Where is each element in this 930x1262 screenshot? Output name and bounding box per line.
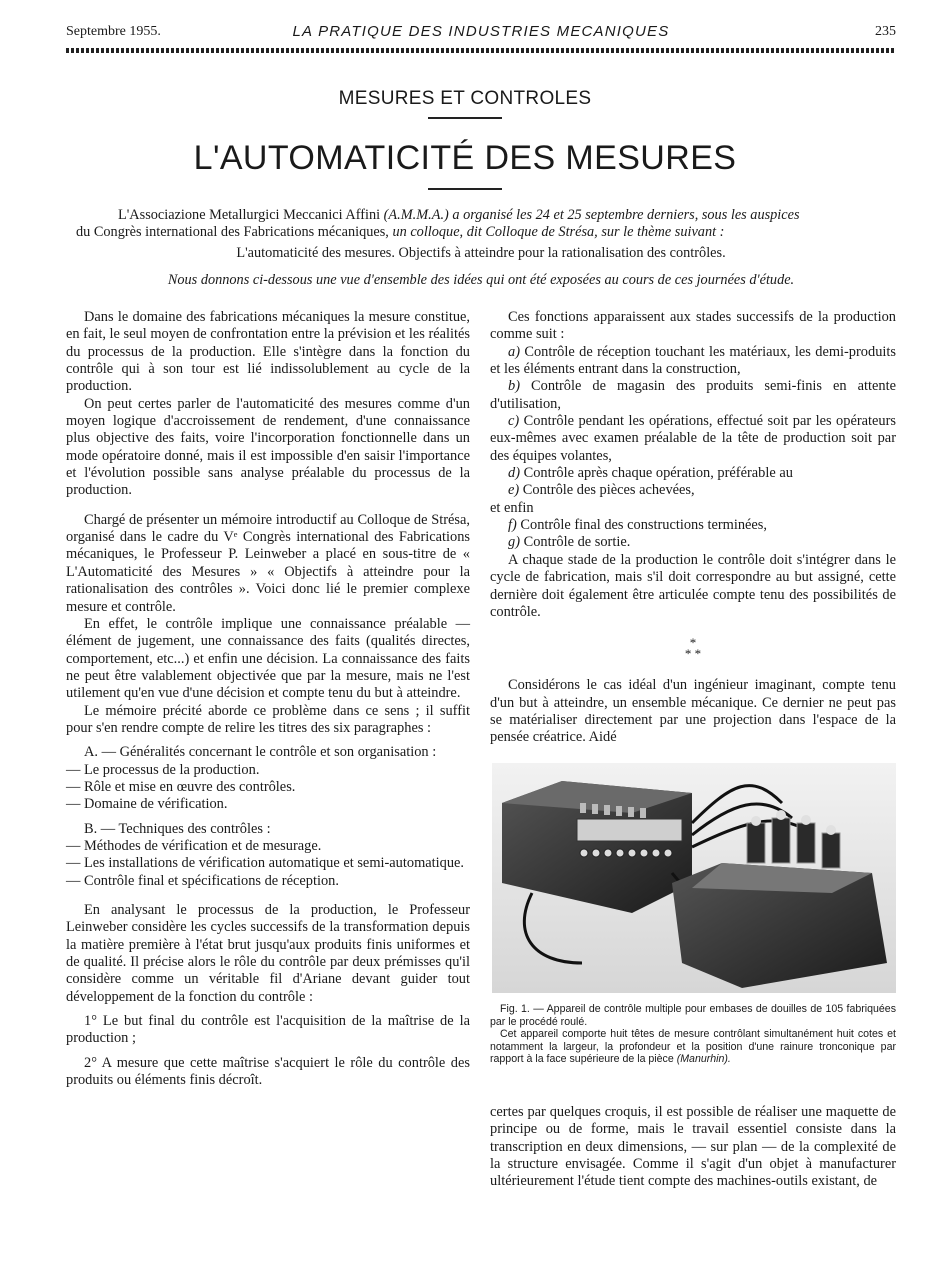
figure-caption — [490, 1003, 896, 1066]
intro-summary: Nous donnons ci-dessous une vue d'ensemble des idées qui ont été exposées au cours de ces journées d'étude. — [167, 272, 795, 288]
item-text: Contrôle de magasin des produits semi-finis en attente d'utilisation, — [490, 378, 896, 412]
list-item: — Rôle et mise en œuvre des contrôles. — [66, 778, 296, 795]
measuring-device-illustration — [492, 763, 896, 993]
intro-org-detail: (A.M.M.A.) a organisé les 24 et 25 septembre derniers, sous les auspices — [383, 207, 800, 223]
figure-photo-measuring-device — [492, 763, 896, 993]
list-item — [490, 517, 896, 534]
intro-line-2 — [76, 224, 896, 241]
item-label: b) — [508, 378, 520, 395]
paragraph: 1° Le but final du contrôle est l'acquisition de la maîtrise de la production ; — [66, 1013, 470, 1047]
asterism-bottom: * * — [684, 646, 702, 662]
paragraph: Dans le domaine des fabrications mécaniques la mesure constitue, en fait, le seul moyen de confrontation entre la prévision et les réalités du processus de la production. Elle s'intègre dans la fonction du contrôle qui à son tour est lié indissolublement au cycle de la production. — [66, 309, 470, 395]
list-item — [490, 344, 896, 379]
intro-congress: du Congrès international des Fabrications mécaniques, — [76, 224, 389, 240]
intro-line-1 — [76, 207, 896, 224]
page-number: 235 — [875, 24, 896, 39]
caption-body — [490, 1028, 896, 1066]
item-text: Contrôle final des constructions terminées, — [520, 517, 767, 534]
connector-text: et enfin — [490, 499, 534, 516]
section-rule — [428, 117, 502, 119]
paragraph: En effet, le contrôle implique une connaissance préalable — élément de jugement, une connaissance des faits (qualités directes, comportement, etc...) et enfin une décision. La connaissance des faits ne peut être valablement objectivée que par la mesure, mais ne l'est utilement qu'en vue d'une décision et compte tenu du but à atteindre. — [66, 615, 470, 702]
running-header — [66, 22, 896, 42]
list-item — [490, 378, 896, 413]
paragraph: 2° A mesure que cette maîtrise s'acquiert le rôle du contrôle des produits ou éléments finis décroît. — [66, 1054, 470, 1089]
section-break-asterisms — [490, 635, 896, 662]
paragraph: Le mémoire précité aborde ce problème dans ce sens ; il suffit pour s'en rendre compte de relire les titres des six paragraphes : — [66, 702, 470, 736]
item-text: Contrôle après chaque opération, préférable au — [523, 465, 793, 482]
header-dotted-rule — [66, 48, 896, 53]
list-item: — Les installations de vérification automatique et semi-automatique. — [66, 855, 465, 872]
paragraph: Ces fonctions apparaissent aux stades successifs de la production comme suit : — [490, 309, 896, 343]
list-item — [490, 534, 896, 551]
list-item: — Domaine de vérification. — [66, 796, 228, 813]
paragraph: certes par quelques croquis, il est possible de réaliser une maquette de principe ou de forme, mais le travail essentiel consiste dans la transcription en deux dimensions, — sur plan — de la complexité de la structure envisagée. Comme il s'agit d'un objet à manufacturer ultérieurement l'étude tient compte des machines-outils existant, de — [490, 1104, 896, 1190]
title-rule — [428, 188, 502, 190]
intro-theme: L'automaticité des mesures. Objectifs à atteindre pour la rationalisation des contrôles. — [236, 245, 726, 261]
list-item: — Méthodes de vérification et de mesurage. — [66, 837, 322, 854]
right-column — [490, 309, 896, 747]
caption-title: Fig. 1. — Appareil de contrôle multiple pour embases de douilles de 105 fabriquées par le procédé roulé. — [490, 1003, 896, 1028]
item-label: e) — [508, 482, 520, 499]
list-item — [490, 465, 896, 482]
paragraph: Considérons le cas idéal d'un ingénieur imaginant, compte tenu d'un but à atteindre, un ensemble mécanique. Ce dernier ne peut pas se matérialiser directement par une projection dans l'espace de la pensée créatrice. Aidé — [490, 677, 896, 746]
item-label: d) — [508, 465, 520, 482]
list-heading-a: A. — Généralités concernant le contrôle et son organisation : — [84, 744, 437, 761]
issue-date: Septembre 1955. — [66, 24, 161, 39]
item-label: f) — [508, 517, 517, 534]
list-item: — Contrôle final et spécifications de réception. — [66, 872, 339, 889]
item-text: Contrôle de réception touchant les matériaux, les demi-produits et les éléments entrant dans la construction, — [490, 343, 896, 378]
article-title: L'AUTOMATICITÉ DES MESURES — [193, 139, 737, 177]
caption-description: Cet appareil comporte huit têtes de mesure contrôlant simultanément huit cotes et notamment la largeur, la profondeur et la position d'une rainure tronconique par rapport à la face supérieure de la pièce — [490, 1028, 896, 1066]
list-item — [490, 413, 896, 465]
list-heading-b: B. — Techniques des contrôles : — [84, 820, 271, 837]
intro-colloque: un colloque, dit Colloque de Strésa, sur le thème suivant : — [392, 224, 725, 240]
journal-title: LA PRATIQUE DES INDUSTRIES MECANIQUES — [292, 23, 670, 40]
paragraph: Chargé de présenter un mémoire introductif au Colloque de Strésa, organisé dans le cadre du Vᵉ Congrès international des Fabrications mécaniques, le Professeur P. Leinweber a placé en sous-titre de « L'Automaticité des Mesures » « Objectifs à atteindre pour la rationalisation des contrôles ». Voici donc lié le premier complexe mesure et contrôle. — [66, 511, 470, 615]
item-text: Contrôle de sortie. — [523, 534, 631, 551]
item-text: Contrôle des pièces achevées, — [522, 482, 695, 499]
paragraph: En analysant le processus de la production, le Professeur Leinweber considère les cycles successifs de la transformation depuis la matière première à l'état brut jusqu'aux produits finis uniformes et de qualité. Il précise alors le rôle du contrôle par deux prémisses qu'il considère comme un véritable fil d'Ariane devant guider tout développement de la fonction du contrôle : — [66, 902, 470, 1005]
paragraph: A chaque stade de la production le contrôle doit s'intégrer dans le cycle de fabrication, mais s'il doit correspondre au but assigné, cette dernière doit également être articulée compte tenu des possibilités de contrôle. — [490, 551, 896, 620]
item-label: g) — [508, 534, 520, 551]
item-label: c) — [508, 413, 520, 430]
paragraph: On peut certes parler de l'automaticité des mesures comme d'un moyen logique d'accroissement de rendement, d'une connaissance plus objective des faits, voire l'incorporation fonctionnelle dans un mode opératoire donné, mais il est impossible d'en saisir l'importance et l'évolution possible sans analyse préalable du processus de la production. — [66, 395, 470, 499]
list-item — [490, 482, 896, 499]
asterism-top: * — [689, 635, 697, 651]
left-column — [66, 309, 470, 1089]
item-label: a) — [508, 343, 520, 360]
intro-org-name: L'Associazione Metallurgici Meccanici Affini — [118, 207, 381, 223]
caption-credit: (Manurhin). — [676, 1053, 731, 1066]
list-item: — Le processus de la production. — [66, 761, 260, 778]
section-title: MESURES ET CONTROLES — [338, 88, 592, 109]
right-column-continued — [490, 1104, 896, 1191]
item-text: Contrôle pendant les opérations, effectué soit par les opérateurs eux-mêmes avec examen préalable de la tête de production soit par des équipes volantes, — [490, 413, 896, 464]
